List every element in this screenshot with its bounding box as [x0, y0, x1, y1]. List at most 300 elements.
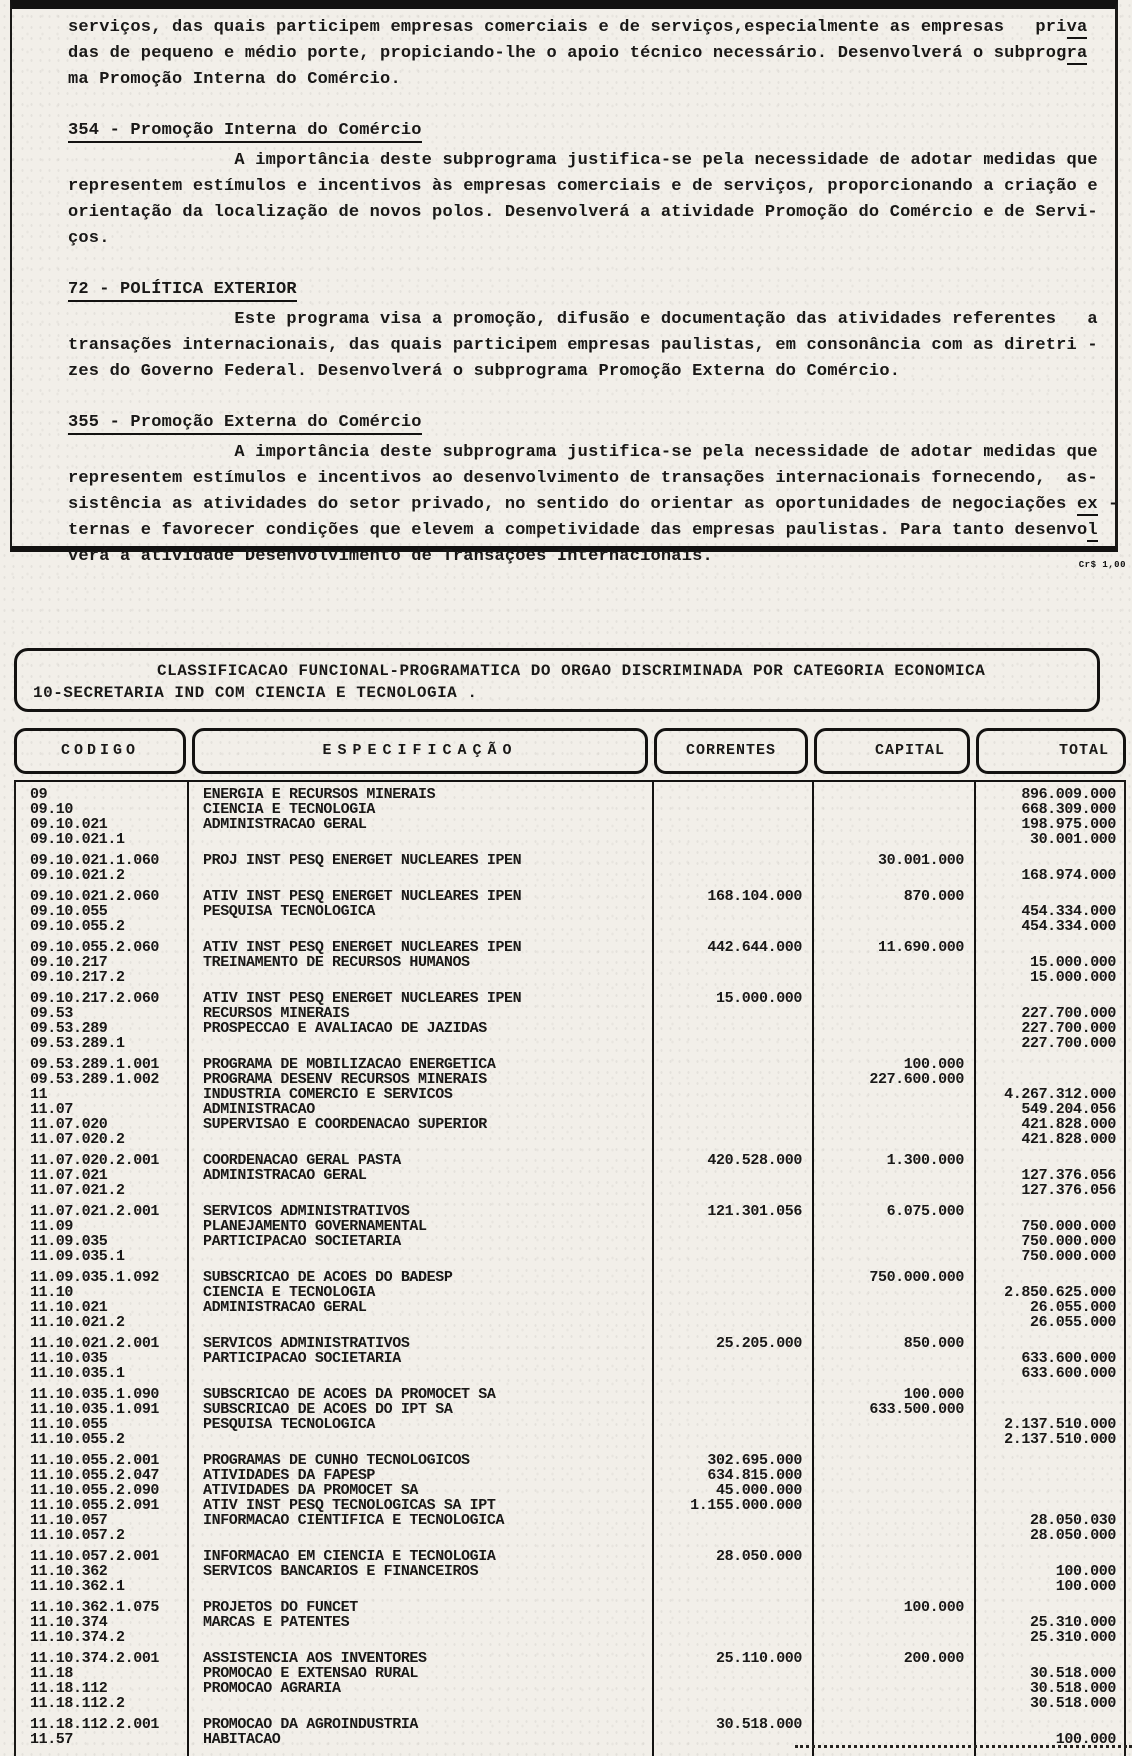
capital-cell: [812, 904, 974, 919]
table-row: [16, 1057, 1124, 1072]
capital-cell: [812, 787, 974, 802]
especificacao-cell: PARTICIPACAO SOCIETARIA: [203, 1234, 401, 1249]
code-cell: 11.10.035.1: [30, 1366, 125, 1381]
especificacao-cell: SUBSCRICAO DE ACOES DA PROMOCET SA: [203, 1387, 496, 1402]
capital-cell: [812, 1432, 974, 1447]
table-row: [16, 853, 1124, 868]
correntes-cell: [652, 1006, 812, 1021]
paragraph: [68, 307, 1115, 385]
correntes-cell: [652, 853, 812, 868]
section-heading: [68, 277, 1115, 303]
capital-cell: [812, 1102, 974, 1117]
correntes-cell: [652, 1732, 812, 1747]
total-cell: [974, 853, 1124, 868]
total-cell: 2.137.510.000: [1004, 1416, 1116, 1433]
total-cell: 549.204.056: [1021, 1101, 1116, 1118]
table-row: [16, 787, 1124, 802]
especificacao-cell: TREINAMENTO DE RECURSOS HUMANOS: [203, 955, 470, 970]
column-header-especificacao: ESPECIFICAÇÃO: [192, 728, 648, 774]
total-cell: 15.000.000: [1029, 954, 1116, 971]
capital-cell: [812, 1300, 974, 1315]
especificacao-cell: SERVICOS ADMINISTRATIVOS: [203, 1204, 410, 1219]
correntes-cell: 25.205.000: [715, 1335, 802, 1352]
table-row: [16, 1417, 1124, 1432]
correntes-cell: [652, 1102, 812, 1117]
total-cell: [974, 1498, 1124, 1513]
correntes-cell: [652, 1696, 812, 1711]
total-cell: 227.700.000: [1021, 1035, 1116, 1052]
table-title-line2: 10-SECRETARIA IND COM CIENCIA E TECNOLOGIA .: [33, 684, 478, 702]
capital-cell: 633.500.000: [869, 1401, 964, 1418]
total-cell: 25.310.000: [1029, 1629, 1116, 1646]
table-row: [16, 1402, 1124, 1417]
table-row: [16, 1315, 1124, 1330]
correntes-cell: 30.518.000: [715, 1716, 802, 1733]
total-cell: 750.000.000: [1021, 1233, 1116, 1250]
especificacao-cell: [187, 1630, 652, 1645]
total-cell: 421.828.000: [1021, 1116, 1116, 1133]
column-header-correntes: CORRENTES: [654, 728, 808, 774]
capital-cell: [812, 1666, 974, 1681]
capital-cell: [812, 1006, 974, 1021]
capital-cell: [812, 919, 974, 934]
capital-cell: [812, 1498, 974, 1513]
correntes-cell: [652, 1351, 812, 1366]
correntes-cell: [652, 1417, 812, 1432]
column-divider: [187, 782, 189, 1756]
especificacao-cell: [187, 919, 652, 934]
total-cell: 30.518.000: [1029, 1695, 1116, 1712]
especificacao-cell: ADMINISTRACAO GERAL: [203, 1168, 367, 1183]
especificacao-cell: INFORMACAO EM CIENCIA E TECNOLOGIA: [203, 1549, 496, 1564]
especificacao-cell: ATIV INST PESQ ENERGET NUCLEARES IPEN: [203, 889, 522, 904]
especificacao-cell: INDUSTRIA COMERCIO E SERVICOS: [203, 1087, 453, 1102]
code-cell: 11.07.021.2: [30, 1183, 125, 1198]
table-row: [16, 1549, 1124, 1564]
capital-cell: [812, 1087, 974, 1102]
text-line: transações internacionais, das quais participem empresas paulistas, em consonância com as diretri -: [68, 336, 1098, 355]
correntes-cell: [652, 1219, 812, 1234]
code-cell: 09.10.021.2.060: [30, 889, 160, 904]
especificacao-cell: ADMINISTRACAO GERAL: [203, 1300, 367, 1315]
total-cell: [974, 1072, 1124, 1087]
especificacao-cell: SUBSCRICAO DE ACOES DO BADESP: [203, 1270, 453, 1285]
especificacao-cell: [187, 1579, 652, 1594]
text-line: sistência as atividades do setor privado, no sentido do orientar as oportunidades de negociações ex -: [68, 495, 1119, 514]
especificacao-cell: PARTICIPACAO SOCIETARIA: [203, 1351, 401, 1366]
code-cell: 11.18.112: [30, 1681, 108, 1696]
correntes-cell: [652, 1528, 812, 1543]
code-cell: 11.07: [30, 1102, 74, 1117]
especificacao-cell: CIENCIA E TECNOLOGIA: [203, 802, 376, 817]
table-row: [16, 1366, 1124, 1381]
correntes-cell: [652, 1564, 812, 1579]
total-cell: [974, 1600, 1124, 1615]
especificacao-cell: [187, 1132, 652, 1147]
total-cell: 633.600.000: [1021, 1365, 1116, 1382]
text-line: 355 - Promoção Externa do Comércio: [68, 410, 1115, 436]
especificacao-cell: [187, 1528, 652, 1543]
table-row: [16, 1564, 1124, 1579]
especificacao-cell: RECURSOS MINERAIS: [203, 1006, 350, 1021]
code-cell: 09.10.021.1.060: [30, 853, 160, 868]
especificacao-cell: PROGRAMA DESENV RECURSOS MINERAIS: [203, 1072, 487, 1087]
code-cell: 11.57: [30, 1732, 74, 1747]
total-cell: [974, 1336, 1124, 1351]
table-title-line1: CLASSIFICACAO FUNCIONAL-PROGRAMATICA DO ORGAO DISCRIMINADA POR CATEGORIA ECONOMICA: [157, 662, 986, 680]
total-cell: 2.137.510.000: [1004, 1431, 1116, 1448]
code-cell: 09.10.217: [30, 955, 108, 970]
text-line: 354 - Promoção Interna do Comércio: [68, 118, 1115, 144]
code-cell: 09.10: [30, 802, 74, 817]
capital-cell: [812, 1285, 974, 1300]
code-cell: 11.10.057.2: [30, 1528, 125, 1543]
column-divider: [652, 782, 654, 1756]
capital-cell: [812, 1219, 974, 1234]
correntes-cell: 420.528.000: [707, 1152, 802, 1169]
column-divider: [974, 782, 976, 1756]
code-cell: 09.10.021.2: [30, 868, 125, 883]
table-row: [16, 1249, 1124, 1264]
code-cell: 09.10.055: [30, 904, 108, 919]
correntes-cell: [652, 1249, 812, 1264]
code-cell: 11.18: [30, 1666, 74, 1681]
table-row: [16, 1579, 1124, 1594]
code-cell: 11.10.055.2.001: [30, 1453, 160, 1468]
table-row: [16, 1432, 1124, 1447]
especificacao-cell: COORDENACAO GERAL PASTA: [203, 1153, 401, 1168]
table-row: [16, 1600, 1124, 1615]
capital-cell: [812, 1315, 974, 1330]
capital-cell: 6.075.000: [886, 1203, 964, 1220]
correntes-cell: [652, 1057, 812, 1072]
correntes-cell: [652, 1183, 812, 1198]
capital-cell: 100.000: [903, 1056, 964, 1073]
total-cell: 750.000.000: [1021, 1218, 1116, 1235]
especificacao-cell: PESQUISA TECNOLOGICA: [203, 904, 376, 919]
capital-cell: [812, 1528, 974, 1543]
text-line: das de pequeno e médio porte, propiciando-lhe o apoio técnico necessário. Desenvolverá o subprogra: [68, 44, 1088, 63]
column-divider: [812, 782, 814, 1756]
code-cell: 11.10.057.2.001: [30, 1549, 160, 1564]
correntes-cell: [652, 919, 812, 934]
capital-cell: [812, 1549, 974, 1564]
capital-cell: 227.600.000: [869, 1071, 964, 1088]
total-cell: 896.009.000: [1021, 786, 1116, 803]
table-body: [14, 780, 1126, 1756]
capital-cell: [812, 1351, 974, 1366]
table-row: [16, 1153, 1124, 1168]
especificacao-cell: [187, 1036, 652, 1051]
especificacao-cell: CIENCIA E TECNOLOGIA: [203, 1285, 376, 1300]
text-line: orientação da localização de novos polos. Desenvolverá a atividade Promoção do Comércio e de Servi-: [68, 203, 1098, 222]
total-cell: 198.975.000: [1021, 816, 1116, 833]
total-cell: [974, 1483, 1124, 1498]
especificacao-cell: PROJETOS DO FUNCET: [203, 1600, 358, 1615]
table-row: [16, 1102, 1124, 1117]
table-row: [16, 904, 1124, 919]
code-cell: 09.53.289.1: [30, 1036, 125, 1051]
especificacao-cell: [187, 1696, 652, 1711]
code-cell: 11.10.055.2.047: [30, 1468, 160, 1483]
correntes-cell: [652, 1072, 812, 1087]
capital-cell: [812, 1036, 974, 1051]
code-cell: 09: [30, 787, 48, 802]
capital-cell: [812, 1696, 974, 1711]
table-row: [16, 1021, 1124, 1036]
total-cell: 26.055.000: [1029, 1314, 1116, 1331]
code-cell: 11.18.112.2: [30, 1696, 125, 1711]
table-row: [16, 1285, 1124, 1300]
total-cell: 26.055.000: [1029, 1299, 1116, 1316]
text-line: zes do Governo Federal. Desenvolverá o subprograma Promoção Externa do Comércio.: [68, 362, 901, 381]
table-row: [16, 1087, 1124, 1102]
code-cell: 11.10.035: [30, 1351, 108, 1366]
capital-cell: [812, 1168, 974, 1183]
total-cell: 168.974.000: [1021, 867, 1116, 884]
column-header-codigo: CODIGO: [14, 728, 186, 774]
table-row: [16, 1336, 1124, 1351]
correntes-cell: [652, 817, 812, 832]
correntes-cell: [652, 1036, 812, 1051]
table-row: [16, 1006, 1124, 1021]
correntes-cell: [652, 1315, 812, 1330]
table-row: [16, 1204, 1124, 1219]
code-cell: 11.10.362: [30, 1564, 108, 1579]
capital-cell: [812, 1579, 974, 1594]
table-row: [16, 1498, 1124, 1513]
correntes-cell: [652, 1666, 812, 1681]
table-row: [16, 1234, 1124, 1249]
capital-cell: [812, 1234, 974, 1249]
paragraph: [68, 15, 1115, 93]
table-row: [16, 1528, 1124, 1543]
total-cell: 750.000.000: [1021, 1248, 1116, 1265]
capital-cell: [812, 1366, 974, 1381]
correntes-cell: [652, 955, 812, 970]
table-row: [16, 970, 1124, 985]
capital-cell: [812, 868, 974, 883]
correntes-cell: 25.110.000: [715, 1650, 802, 1667]
text-line: Este programa visa a promoção, difusão e documentação das atividades referentes a: [68, 310, 1098, 329]
total-cell: 15.000.000: [1029, 969, 1116, 986]
capital-cell: 850.000: [903, 1335, 964, 1352]
total-cell: 100.000: [1055, 1731, 1116, 1748]
especificacao-cell: ATIV INST PESQ ENERGET NUCLEARES IPEN: [203, 991, 522, 1006]
total-cell: 30.518.000: [1029, 1680, 1116, 1697]
especificacao-cell: [187, 832, 652, 847]
especificacao-cell: HABITACAO: [203, 1732, 281, 1747]
table-row: [16, 1219, 1124, 1234]
table-row: [16, 1513, 1124, 1528]
total-cell: 2.850.625.000: [1004, 1284, 1116, 1301]
code-cell: 11.10.055.2.090: [30, 1483, 160, 1498]
code-cell: 11.09.035: [30, 1234, 108, 1249]
total-cell: 30.001.000: [1029, 831, 1116, 848]
especificacao-cell: PROGRAMA DE MOBILIZACAO ENERGETICA: [203, 1057, 496, 1072]
correntes-cell: [652, 1681, 812, 1696]
capital-cell: [812, 1249, 974, 1264]
especificacao-cell: PESQUISA TECNOLOGICA: [203, 1417, 376, 1432]
code-cell: 09.53: [30, 1006, 74, 1021]
correntes-cell: [652, 832, 812, 847]
capital-cell: [812, 955, 974, 970]
code-cell: 11.10.021: [30, 1300, 108, 1315]
especificacao-cell: [187, 868, 652, 883]
correntes-cell: [652, 1300, 812, 1315]
table-row: [16, 1681, 1124, 1696]
capital-cell: [812, 1717, 974, 1732]
correntes-cell: 1.155.000.000: [690, 1497, 802, 1514]
capital-cell: [812, 1483, 974, 1498]
especificacao-cell: [187, 1366, 652, 1381]
code-cell: 11.07.020: [30, 1117, 108, 1132]
especificacao-cell: PROMOCAO DA AGROINDUSTRIA: [203, 1717, 419, 1732]
especificacao-cell: ADMINISTRACAO GERAL: [203, 817, 367, 832]
correntes-cell: [652, 1579, 812, 1594]
correntes-cell: [652, 970, 812, 985]
especificacao-cell: ATIVIDADES DA FAPESP: [203, 1468, 376, 1483]
text-line: A importância deste subprograma justifica-se pela necessidade de adotar medidas que: [68, 443, 1098, 462]
capital-cell: 100.000: [903, 1386, 964, 1403]
especificacao-cell: ATIV INST PESQ ENERGET NUCLEARES IPEN: [203, 940, 522, 955]
text-line: A importância deste subprograma justifica-se pela necessidade de adotar medidas que: [68, 151, 1098, 170]
table-row: [16, 1351, 1124, 1366]
table-row: [16, 1132, 1124, 1147]
code-cell: 11.10.362.1: [30, 1579, 125, 1594]
table-row: [16, 802, 1124, 817]
capital-cell: [812, 1117, 974, 1132]
capital-cell: 750.000.000: [869, 1269, 964, 1286]
table-row: [16, 1453, 1124, 1468]
table-rows: [16, 787, 1124, 1747]
total-cell: 454.334.000: [1021, 918, 1116, 935]
total-cell: [974, 940, 1124, 955]
code-cell: 11.10.055.2.091: [30, 1498, 160, 1513]
table-row: [16, 1300, 1124, 1315]
code-cell: 09.10.055.2: [30, 919, 125, 934]
code-cell: 11.10.057: [30, 1513, 108, 1528]
table-row: [16, 1183, 1124, 1198]
paragraph: [68, 148, 1115, 252]
capital-cell: 30.001.000: [877, 852, 964, 869]
table-row: [16, 1036, 1124, 1051]
especificacao-cell: SERVICOS BANCARIOS E FINANCEIROS: [203, 1564, 479, 1579]
especificacao-cell: [187, 1183, 652, 1198]
total-cell: [974, 1057, 1124, 1072]
correntes-cell: [652, 1366, 812, 1381]
total-cell: 227.700.000: [1021, 1020, 1116, 1037]
especificacao-cell: [187, 970, 652, 985]
text-line: representem estímulos e incentivos ao desenvolvimento de transações internacionais fornecendo, as-: [68, 469, 1098, 488]
correntes-cell: [652, 904, 812, 919]
total-cell: 454.334.000: [1021, 903, 1116, 920]
table-row: [16, 991, 1124, 1006]
column-header-total: TOTAL: [976, 728, 1126, 774]
table-row: [16, 955, 1124, 970]
code-cell: 11.10.374: [30, 1615, 108, 1630]
total-cell: 668.309.000: [1021, 801, 1116, 818]
code-cell: 09.10.055.2.060: [30, 940, 160, 955]
text-line: ternas e favorecer condições que elevem a competividade das empresas paulistas. Para tanto desenvol: [68, 521, 1098, 540]
code-cell: 11.10.021.2.001: [30, 1336, 160, 1351]
currency-unit-label: Cr$ 1,00: [1078, 560, 1126, 570]
code-cell: 11.10: [30, 1285, 74, 1300]
correntes-cell: [652, 1270, 812, 1285]
especificacao-cell: PROMOCAO E EXTENSAO RURAL: [203, 1666, 419, 1681]
section-heading: [68, 410, 1115, 436]
code-cell: 11.10.362.1.075: [30, 1600, 160, 1615]
capital-cell: [812, 991, 974, 1006]
code-cell: 11.10.374.2.001: [30, 1651, 160, 1666]
correntes-cell: 15.000.000: [715, 990, 802, 1007]
especificacao-cell: ENERGIA E RECURSOS MINERAIS: [203, 787, 436, 802]
table-row: [16, 1630, 1124, 1645]
total-cell: [974, 1387, 1124, 1402]
especificacao-cell: PLANEJAMENTO GOVERNAMENTAL: [203, 1219, 427, 1234]
code-cell: 11: [30, 1087, 48, 1102]
text-line: ços.: [68, 229, 110, 248]
total-cell: [974, 1717, 1124, 1732]
section-heading: [68, 118, 1115, 144]
total-cell: 4.267.312.000: [1004, 1086, 1116, 1103]
total-cell: 100.000: [1055, 1578, 1116, 1595]
code-cell: 09.53.289.1.001: [30, 1057, 160, 1072]
correntes-cell: [652, 1600, 812, 1615]
table-row: [16, 868, 1124, 883]
correntes-cell: [652, 1132, 812, 1147]
table-row: [16, 1483, 1124, 1498]
correntes-cell: [652, 1387, 812, 1402]
capital-cell: [812, 1132, 974, 1147]
code-cell: 09.10.021: [30, 817, 108, 832]
table-row: [16, 1666, 1124, 1681]
table-row: [16, 1651, 1124, 1666]
text-line: ma Promoção Interna do Comércio.: [68, 70, 401, 89]
correntes-cell: 28.050.000: [715, 1548, 802, 1565]
code-cell: 09.10.021.1: [30, 832, 125, 847]
code-cell: 11.09.035.1: [30, 1249, 125, 1264]
correntes-cell: [652, 1615, 812, 1630]
table-row: [16, 1168, 1124, 1183]
total-cell: 421.828.000: [1021, 1131, 1116, 1148]
capital-cell: [812, 802, 974, 817]
correntes-cell: [652, 1168, 812, 1183]
correntes-cell: [652, 1087, 812, 1102]
correntes-cell: [652, 1513, 812, 1528]
total-cell: 25.310.000: [1029, 1614, 1116, 1631]
capital-cell: [812, 817, 974, 832]
code-cell: 11.07.021.2.001: [30, 1204, 160, 1219]
especificacao-cell: SUBSCRICAO DE ACOES DO IPT SA: [203, 1402, 453, 1417]
capital-cell: [812, 1681, 974, 1696]
code-cell: 11.10.055.2: [30, 1432, 125, 1447]
total-cell: [974, 991, 1124, 1006]
correntes-cell: [652, 1402, 812, 1417]
especificacao-cell: INFORMACAO CIENTIFICA E TECNOLOGICA: [203, 1513, 505, 1528]
total-cell: 100.000: [1055, 1563, 1116, 1580]
code-cell: 11.10.374.2: [30, 1630, 125, 1645]
correntes-cell: 302.695.000: [707, 1452, 802, 1469]
code-cell: 11.10.021.2: [30, 1315, 125, 1330]
especificacao-cell: PROGRAMAS DE CUNHO TECNOLOGICOS: [203, 1453, 470, 1468]
capital-cell: [812, 1468, 974, 1483]
total-cell: 127.376.056: [1021, 1182, 1116, 1199]
especificacao-cell: SUPERVISAO E COORDENACAO SUPERIOR: [203, 1117, 487, 1132]
total-cell: [974, 1270, 1124, 1285]
capital-cell: 1.300.000: [886, 1152, 964, 1169]
especificacao-cell: ATIVIDADES DA PROMOCET SA: [203, 1483, 419, 1498]
